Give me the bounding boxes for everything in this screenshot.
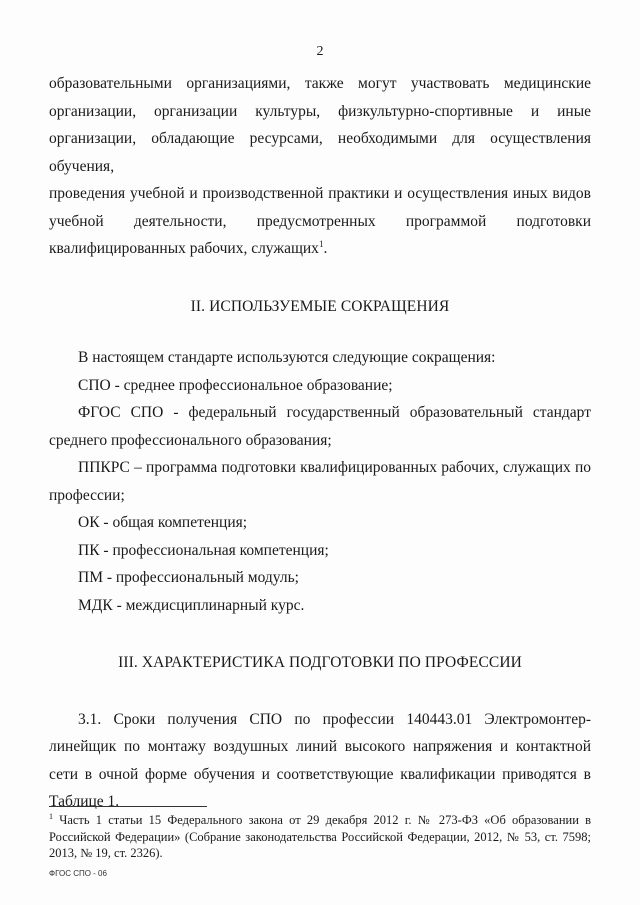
abbreviation-item: ПМ - профессиональный модуль;	[78, 569, 299, 586]
intro-line: организации, обладающие ресурсами, необходимыми для осуществления обучения,	[49, 130, 591, 175]
intro-line: организации, организации культуры, физкультурно-спортивные и иные	[49, 102, 591, 120]
footnote-text: Часть 1 статьи 15 Федерального закона от 29 декабря 2012 г. № 273-ФЗ «Об образовании в Российской Федерации» (Собрание законодательства Российской Федерации, 2012, № 53, ст. 7598; 2013, № 19, ст. 2326).	[49, 813, 591, 860]
page-number: 2	[316, 44, 324, 59]
intro-line: учебной деятельности, предусмотренных программой подготовки	[49, 212, 591, 230]
abbreviations-lead: В настоящем стандарте используются следующие сокращения:	[78, 349, 496, 366]
abbreviation-item: ППКРС – программа подготовки квалифицированных рабочих, служащих по профессии;	[49, 459, 591, 504]
section-2-heading: II. ИСПОЛЬЗУЕМЫЕ СОКРАЩЕНИЯ	[190, 297, 450, 315]
document-stamp: ФГОС СПО - 06	[49, 869, 107, 878]
abbreviation-item: ПК - профессиональная компетенция;	[78, 541, 329, 559]
section-3-paragraph: 3.1. Сроки получения СПО по профессии 140443.01 Электромонтер-линейщик по монтажу воздушных линий высокого напряжения и контактной сети в очной форме обучения и соответствующие квалификации приводятся в Таблице 1.	[49, 710, 591, 810]
intro-line: образовательными организациями, также могут участвовать медицинские	[49, 75, 591, 92]
abbreviation-item: ФГОС СПО - федеральный государственный образовательный стандарт среднего профессионального образования;	[49, 404, 591, 449]
abbreviation-item: МДК - междисциплинарный курс.	[78, 596, 305, 614]
intro-last-line	[49, 235, 591, 263]
footnote-mark: 1	[49, 811, 53, 821]
footnote-reference[interactable]: 1	[318, 238, 324, 249]
abbreviation-item: СПО - среднее профессиональное образование;	[78, 376, 393, 394]
document-body	[49, 70, 591, 816]
section-3-heading: III. ХАРАКТЕРИСТИКА ПОДГОТОВКИ ПО ПРОФЕССИИ	[118, 654, 522, 671]
footnote-divider	[49, 806, 207, 807]
footnote	[49, 812, 591, 862]
intro-last-text: квалифицированных рабочих, служащих	[49, 240, 319, 257]
intro-line: проведения учебной и производственной практики и осуществления иных видов	[49, 185, 591, 202]
abbreviation-item: ОК - общая компетенция;	[78, 514, 248, 531]
intro-end-punct: .	[323, 240, 328, 257]
